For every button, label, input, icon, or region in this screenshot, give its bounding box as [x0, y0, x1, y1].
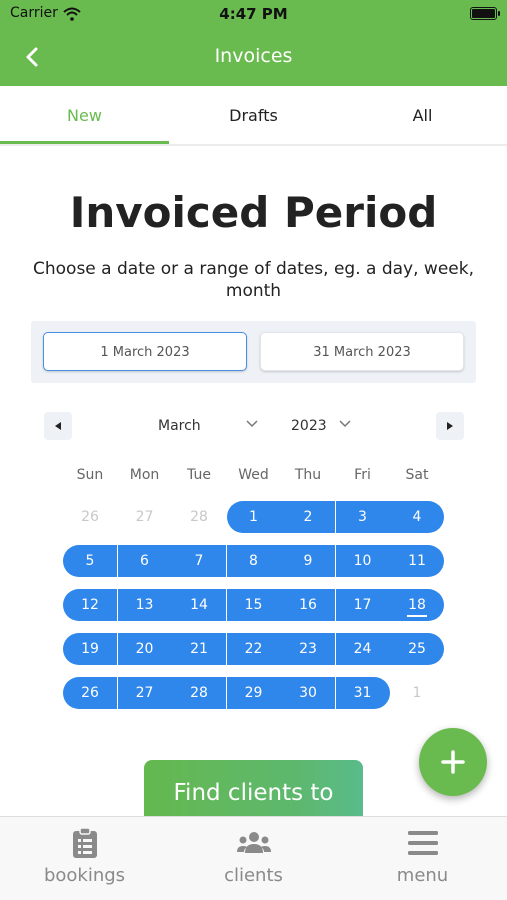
weekday-label: Sun: [76, 467, 104, 483]
start-date-field[interactable]: 1 March 2023: [43, 332, 247, 371]
end-date-field[interactable]: 31 March 2023: [260, 332, 464, 371]
tab-new[interactable]: New: [0, 86, 169, 144]
calendar-day[interactable]: 1: [227, 501, 281, 533]
carrier-label: Carrier: [10, 5, 58, 21]
weekday-label: Sat: [405, 467, 429, 483]
main-content: [0, 148, 507, 816]
calendar-day[interactable]: 12: [63, 589, 117, 621]
next-month-button[interactable]: [436, 412, 464, 440]
calendar-day[interactable]: 25: [390, 633, 444, 665]
calendar-day[interactable]: 28: [172, 677, 226, 709]
calendar-day[interactable]: 18: [390, 589, 444, 621]
page-subtitle: Choose a date or a range of dates, eg. a day, week, month: [33, 259, 474, 301]
weekday-label: Tue: [187, 467, 211, 483]
calendar-header: [44, 412, 464, 440]
weekday-label: Wed: [238, 467, 269, 483]
bottom-tab-label: bookings: [43, 865, 126, 886]
caret-left-icon: [53, 421, 63, 431]
previous-month-button[interactable]: [44, 412, 72, 440]
calendar-day[interactable]: 8: [227, 545, 281, 577]
chevron-down-icon: [246, 420, 258, 428]
calendar-day[interactable]: 24: [336, 633, 390, 665]
status-time: 4:47 PM: [219, 5, 288, 23]
bottom-tab-bookings[interactable]: [0, 827, 169, 897]
page-title: Invoiced Period: [69, 188, 438, 237]
date-range-picker: [31, 321, 476, 383]
calendar-day[interactable]: 9: [281, 545, 335, 577]
bottom-tab-clients[interactable]: [169, 827, 338, 897]
bottom-tab-bar: [0, 816, 507, 900]
weekday-label: Fri: [354, 467, 371, 483]
calendar-day[interactable]: 31: [336, 677, 390, 709]
tab-bar: [0, 86, 507, 146]
calendar-day[interactable]: 3: [336, 501, 390, 533]
calendar-day[interactable]: 27: [118, 677, 172, 709]
calendar-day[interactable]: 15: [227, 589, 281, 621]
tab-all[interactable]: All: [412, 106, 433, 125]
hamburger-menu-icon: [407, 827, 439, 859]
tab-drafts[interactable]: Drafts: [229, 106, 278, 125]
year-select[interactable]: 2023: [291, 418, 327, 434]
nav-bar: [0, 28, 507, 86]
calendar-day[interactable]: 11: [390, 545, 444, 577]
battery-icon: [470, 7, 497, 20]
calendar-day[interactable]: 29: [227, 677, 281, 709]
status-bar: [0, 0, 507, 28]
calendar-day[interactable]: 26: [81, 509, 99, 525]
calendar-day[interactable]: 17: [336, 589, 390, 621]
users-icon: [236, 827, 272, 859]
weekday-header: [63, 467, 444, 487]
find-clients-button[interactable]: Find clients to: [144, 760, 363, 816]
calendar-day[interactable]: 4: [390, 501, 444, 533]
calendar-day[interactable]: 20: [118, 633, 172, 665]
caret-right-icon: [445, 421, 455, 431]
plus-icon: [441, 750, 465, 774]
calendar-day[interactable]: 23: [281, 633, 335, 665]
calendar-day[interactable]: 28: [190, 509, 208, 525]
bottom-tab-label: menu: [396, 865, 449, 886]
calendar-day[interactable]: 16: [281, 589, 335, 621]
calendar-day[interactable]: 6: [118, 545, 172, 577]
weekday-label: Mon: [129, 467, 160, 483]
bottom-tab-menu[interactable]: [338, 827, 507, 897]
calendar-day[interactable]: 1: [412, 685, 422, 701]
clipboard-icon: [71, 827, 99, 859]
calendar-day[interactable]: 13: [118, 589, 172, 621]
weekday-label: Thu: [294, 467, 322, 483]
calendar-day[interactable]: 14: [172, 589, 226, 621]
calendar-day[interactable]: 27: [135, 509, 154, 525]
calendar-day[interactable]: 2: [281, 501, 335, 533]
calendar-day[interactable]: 19: [63, 633, 117, 665]
calendar-day[interactable]: 7: [172, 545, 226, 577]
calendar-day[interactable]: 5: [63, 545, 117, 577]
calendar-day[interactable]: 21: [172, 633, 226, 665]
chevron-down-icon: [339, 420, 351, 428]
add-button[interactable]: [419, 728, 487, 796]
calendar-day[interactable]: 30: [281, 677, 335, 709]
calendar-day[interactable]: 10: [336, 545, 390, 577]
calendar-day[interactable]: 26: [63, 677, 117, 709]
month-select[interactable]: March: [158, 418, 201, 434]
page-header-title: Invoices: [214, 45, 293, 67]
bottom-tab-label: clients: [224, 865, 283, 886]
calendar-day[interactable]: 22: [227, 633, 281, 665]
